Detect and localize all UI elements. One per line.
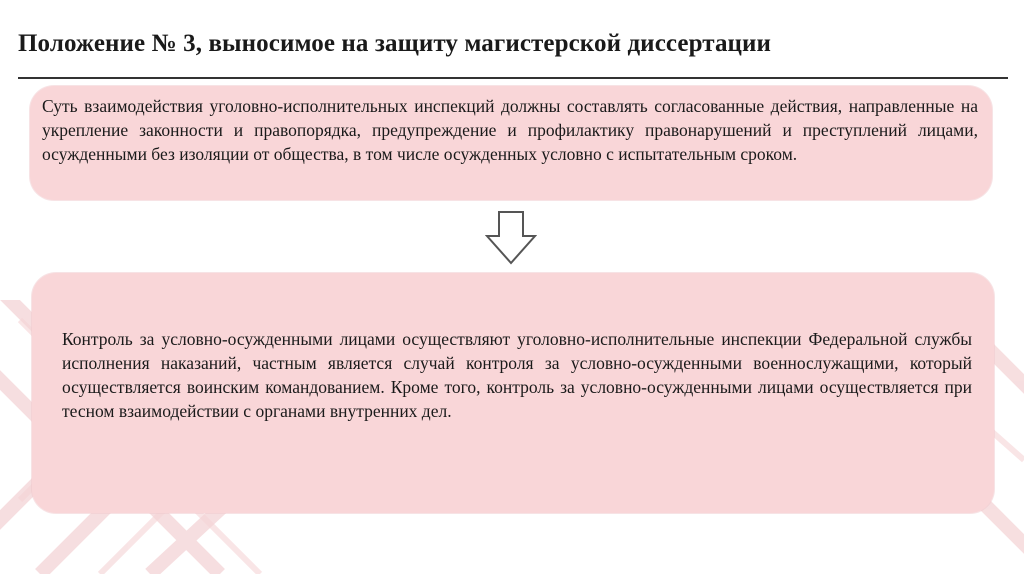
title-divider	[18, 77, 1008, 79]
top-statement-text: Суть взаимодействия уголовно-исполнительных инспекций должны составлять согласованные действия, направленные на укрепление законности и правопорядка, предупреждение и профилактику правонарушений и преступлений лицами, осужденными без изоляции от общества, в том числе осужденных условно с испытательным сроком.	[42, 96, 978, 164]
bottom-statement-text: Контроль за условно-осужденными лицами осуществляют уголовно-исполнительные инспекции Федеральной службы исполнения наказаний, частным является случай контроля за условно-осужденными военнослужащими, который осуществляется воинским командованием. Кроме того, контроль за условно-осужденными лицами осуществляется при тесном взаимодействии с органами внутренних дел.	[62, 329, 972, 421]
page-title: Положение № 3, выносимое на защиту магистерской диссертации	[18, 30, 772, 57]
bottom-statement-box	[32, 273, 994, 513]
top-statement-box	[30, 86, 992, 200]
down-arrow-icon	[485, 210, 537, 266]
